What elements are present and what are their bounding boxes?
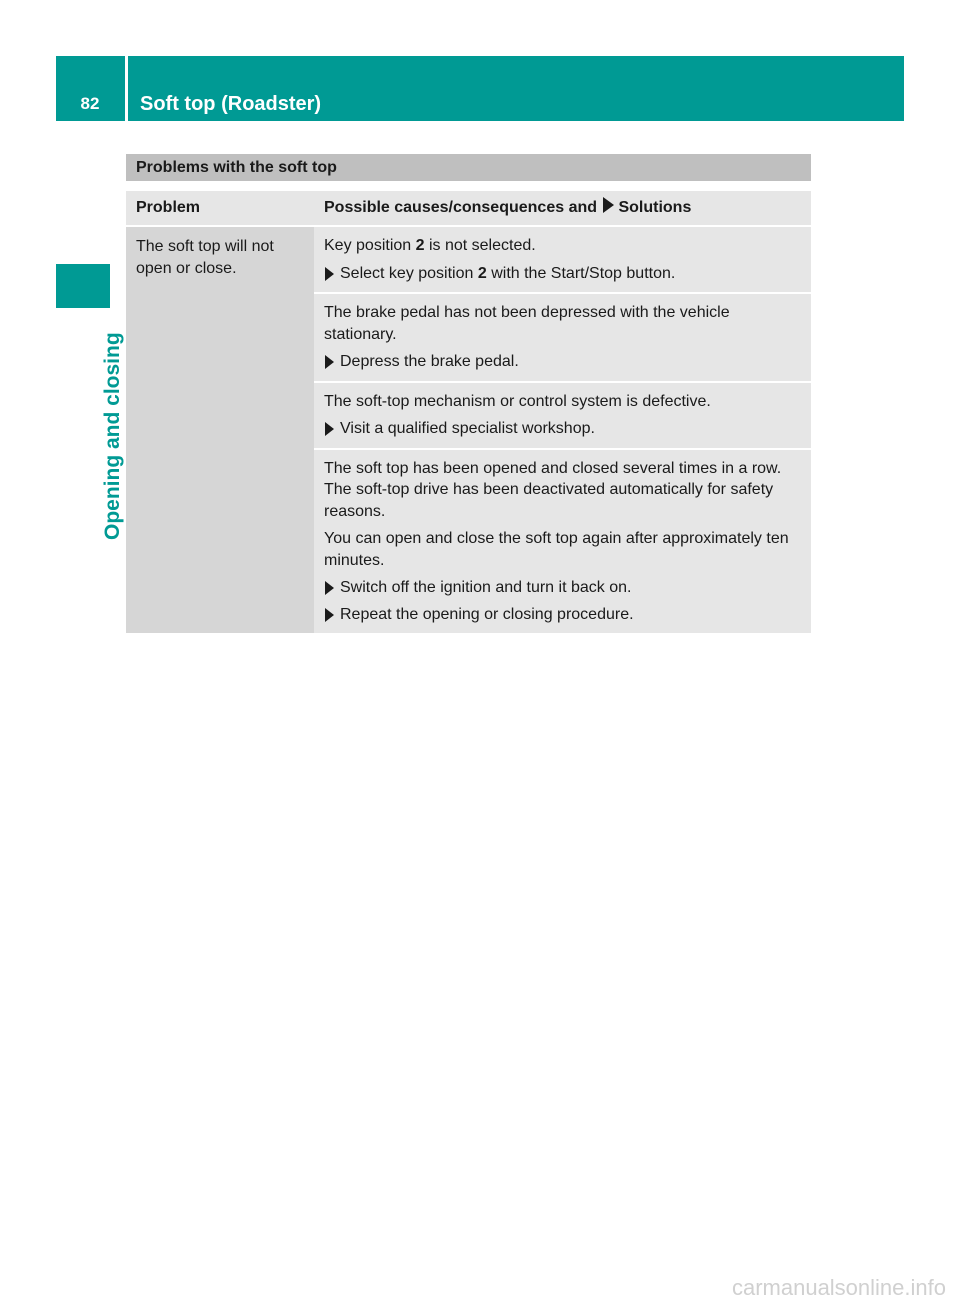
solution-arrow-icon [603,197,614,213]
side-tab-marker [56,264,110,308]
step-arrow-icon [325,608,334,622]
key-position-number: 2 [415,237,425,254]
column-header-problem: Problem [136,199,201,216]
cause-text [324,235,803,257]
table-header-row [126,191,811,227]
section-title: Soft top (Roadster) [140,93,322,115]
solution-block-key-position [314,227,811,294]
solution-block-brake-pedal [314,294,811,383]
step-text: Repeat the opening or closing procedure. [340,605,634,623]
table-gap [126,181,811,191]
solution-step [324,351,803,373]
cause-text: The soft-top mechanism or control system is defective. [324,392,711,410]
step-arrow-icon [325,422,334,436]
step-arrow-icon [325,267,334,281]
page-number: 82 [80,94,100,113]
cause-text-part: is not selected. [424,237,536,254]
step-text [340,263,675,285]
key-position-number: 2 [477,264,487,282]
table-row [126,227,811,633]
watermark: carmanualsonline.info [731,1275,946,1300]
solution-step [324,263,803,285]
header-divider [125,56,128,121]
problems-table [126,154,811,633]
cause-text: The soft top has been opened and closed several times in a row. The soft-top drive has been deactivated automatically for safety reasons. [324,459,782,520]
step-text: Depress the brake pedal. [340,353,519,370]
table-title: Problems with the soft top [126,154,811,181]
solution-step [324,577,803,599]
step-text: Switch off the ignition and turn it back on. [340,579,632,596]
column-header-solutions-text: Possible causes/consequences and [324,199,598,216]
solution-step [324,604,803,626]
solutions-column [314,227,811,633]
chapter-label: Opening and closing [101,332,124,540]
note-text: You can open and close the soft top again after approximately ten minutes. [324,530,789,569]
solution-block-defective [314,383,811,450]
problem-cell: The soft top will not open or close. [126,227,314,633]
solution-block-drive-deactivated [314,450,811,634]
step-text-part: Select key position [340,264,478,282]
step-arrow-icon [325,581,334,595]
step-arrow-icon [325,355,334,369]
step-text: Visit a qualified specialist workshop. [340,420,595,437]
column-header-solutions [314,191,811,225]
step-text-part: with the Start/Stop button. [486,264,676,282]
cause-text-part: Key position [324,237,416,254]
column-header-solutions-suffix: Solutions [618,199,692,216]
solution-step [324,418,803,440]
cause-text: The brake pedal has not been depressed with the vehicle stationary. [324,304,730,343]
